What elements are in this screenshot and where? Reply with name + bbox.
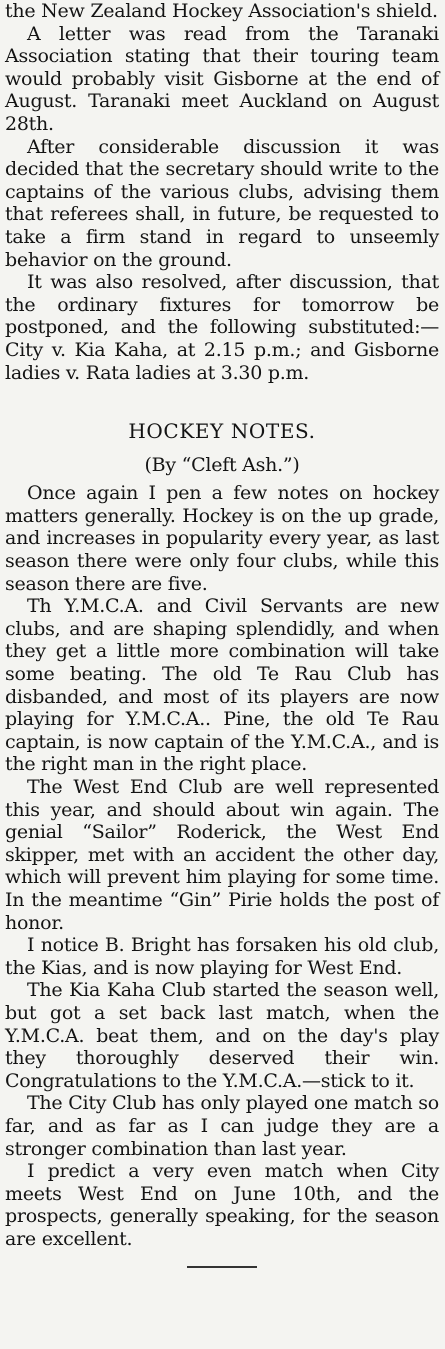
paragraph-referees: After considerable discussion it was decided that the secretary should write to the captains of the various clubs, advising them that referees shall, in future, be requested to take a firm stand in regard to unseemly behavior on the ground. [5, 135, 439, 271]
hockey-notes-article [5, 420, 439, 1268]
paragraph-fixtures: It was also resolved, after discussion, that the ordinary fixtures for tomorrow be postponed, and the following substituted:—City v. Kia Kaha, at 2.15 p.m.; and Gisborne ladies v. Rata ladies at 3.30 p.m. [5, 271, 439, 384]
article-paragraph: I predict a very even match when City meets West End on June 10th, and the prospects, generally speaking, for the season are excellent. [5, 1160, 439, 1250]
article-paragraph: I notice B. Bright has forsaken his old club, the Kias, and is now playing for West End. [5, 934, 439, 979]
article-paragraph: The Kia Kaha Club started the season well, but got a set back last match, when the Y.M.C.A. beat them, and on the day's play they thoroughly deserved their win. Congratulations to the Y.M.C.A.—stick to it. [5, 979, 439, 1092]
article-byline: (By “Cleft Ash.”) [144, 453, 300, 476]
article-paragraph: The West End Club are well represented this year, and should about win again. The genial “Sailor” Roderick, the West End skipper, met with an accident the other day, which will prevent him playing for some time. In the meantime “Gin” Pirie holds the post of honor. [5, 776, 439, 934]
article-heading: HOCKEY NOTES. [128, 419, 316, 444]
paragraph-taranaki-letter: A letter was read from the Taranaki Association stating that their touring team would probably visit Gisborne at the end of August. Taranaki meet Auckland on August 28th. [5, 22, 439, 135]
article-paragraph: Once again I pen a few notes on hockey matters generally. Hockey is on the up grade, and increases in popularity every year, as last season there were only four clubs, while this season there are five. [5, 482, 439, 595]
article-paragraph: The City Club has only played one match so far, and as far as I can judge they are a stronger combination than last year. [5, 1092, 439, 1160]
section-divider [187, 1266, 257, 1268]
text-column [5, 0, 439, 1268]
paragraph-shield: the New Zealand Hockey Association's shield. [5, 0, 438, 22]
article-paragraph: Th Y.M.C.A. and Civil Servants are new clubs, and are shaping splendidly, and when they get a little more combination will take some beating. The old Te Rau Club has disbanded, and most of its players are now playing for Y.M.C.A.. Pine, the old Te Rau captain, is now captain of the Y.M.C.A., and is the right man in the right place. [5, 595, 439, 776]
meeting-report [5, 0, 439, 384]
